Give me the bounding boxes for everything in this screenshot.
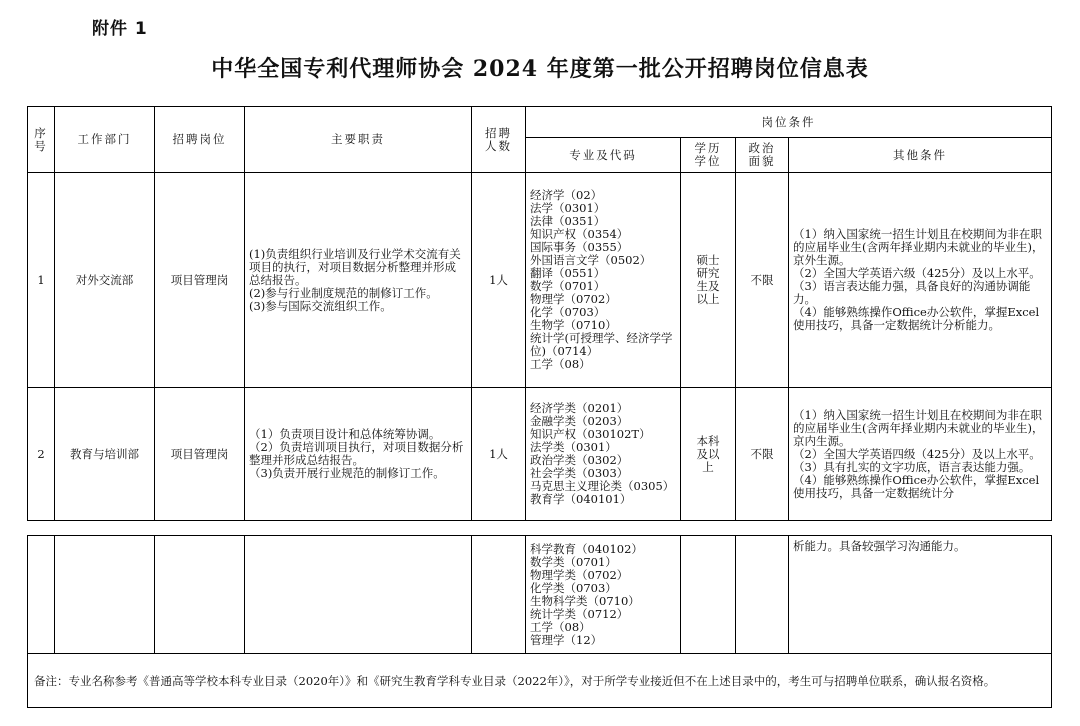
header-other: 其他条件 [789,138,1052,173]
header-post: 招聘岗位 [155,107,245,173]
row-other: （1）纳入国家统一招生计划且在校期间为非在职的应届毕业生(含两年择业期内未就业的毕业生)，京外生源。 （2）全国大学英语六级（425分）及以上水平。 （3）语言表达能力强，具备良好的沟通协调能力。 （4）能够熟练操作Office办公软件，掌握Excel使用技巧，具备一定数据统计分析能力。 [789,173,1052,388]
row-other: （1）纳入国家统一招生计划且在校期间为非在职的应届毕业生(含两年择业期内未就业的毕业生)，京内生源。 （2）全国大学英语四级（425分）及以上水平。 （3）具有扎实的文字功底，语言表达能力强。 （4）能够熟练操作Office办公软件，掌握Excel使用技巧，具备一定数据统计分 [789,388,1052,521]
table-row [28,388,1052,521]
row-seq: 1 [28,173,55,388]
row-duties: (1)负责组织行业培训及行业学术交流有关项目的执行，对项目数据分析整理并形成总结报告。 (2)参与行业制度规范的制修订工作。 (3)参与国际交流组织工作。 [245,173,472,388]
attachment-label: 附件 1 [92,19,148,39]
row-post: 项目管理岗 [155,388,245,521]
header-degree: 学历学位 [681,138,736,173]
header-dept: 工作部门 [55,107,155,173]
table-row [28,536,1052,654]
row-post: 项目管理岗 [155,173,245,388]
row-degree: 本科及以上 [681,388,736,521]
row-count: 1人 [472,173,526,388]
header-political: 政治面貌 [736,138,789,173]
row-dept: 教育与培训部 [55,388,155,521]
row-dept: 对外交流部 [55,173,155,388]
header-major: 专业及代码 [526,138,681,173]
header-duties: 主要职责 [245,107,472,173]
row-count: 1人 [472,388,526,521]
row-majors: 经济学（02） 法学（0301） 法律（0351） 知识产权（0354） 国际事务（0355） 外国语言文学（0502） 翻译（0551） 数学（0701） 物理学（0702） 化学（0703） 生物学（0710） 统计学(可授理学、经济学学位)（0714） 工学（08） [526,173,681,388]
row-majors: 经济学类（0201） 金融学类（0203） 知识产权（030102T） 法学类（0301） 政治学类（0302） 社会学类（0303） 马克思主义理论类（0305） 教育学（040101） [526,388,681,521]
row-duties: （1）负责项目设计和总体统筹协调。 （2）负责培训项目执行，对项目数据分析整理并形成总结报告。 （3)负责开展行业规范的制修订工作。 [245,388,472,521]
row-political: 不限 [736,388,789,521]
positions-table [27,106,1052,521]
header-conditions: 岗位条件 [526,107,1052,138]
table-row [28,173,1052,388]
row-other: 析能力。具备较强学习沟通能力。 [789,536,1052,654]
row-majors: 科学教育（040102） 数学类（0701） 物理学类（0702） 化学类（0703） 生物科学类（0710） 统计学类（0712） 工学（08） 管理学（12） [526,536,681,654]
row-seq: 2 [28,388,55,521]
page-title: 中华全国专利代理师协会 2024 年度第一批公开招聘岗位信息表 [211,56,869,82]
header-count: 招聘人数 [472,107,526,173]
continuation-table [27,535,1052,708]
row-degree: 硕士研究生及以上 [681,173,736,388]
footnote: 备注：专业名称参考《普通高等学校本科专业目录（2020年）》和《研究生教育学科专业目录（2022年）》，对于所学专业接近但不在上述目录中的，考生可与招聘单位联系，确认报名资格。 [28,654,1052,708]
row-political: 不限 [736,173,789,388]
header-seq: 序号 [28,107,55,173]
